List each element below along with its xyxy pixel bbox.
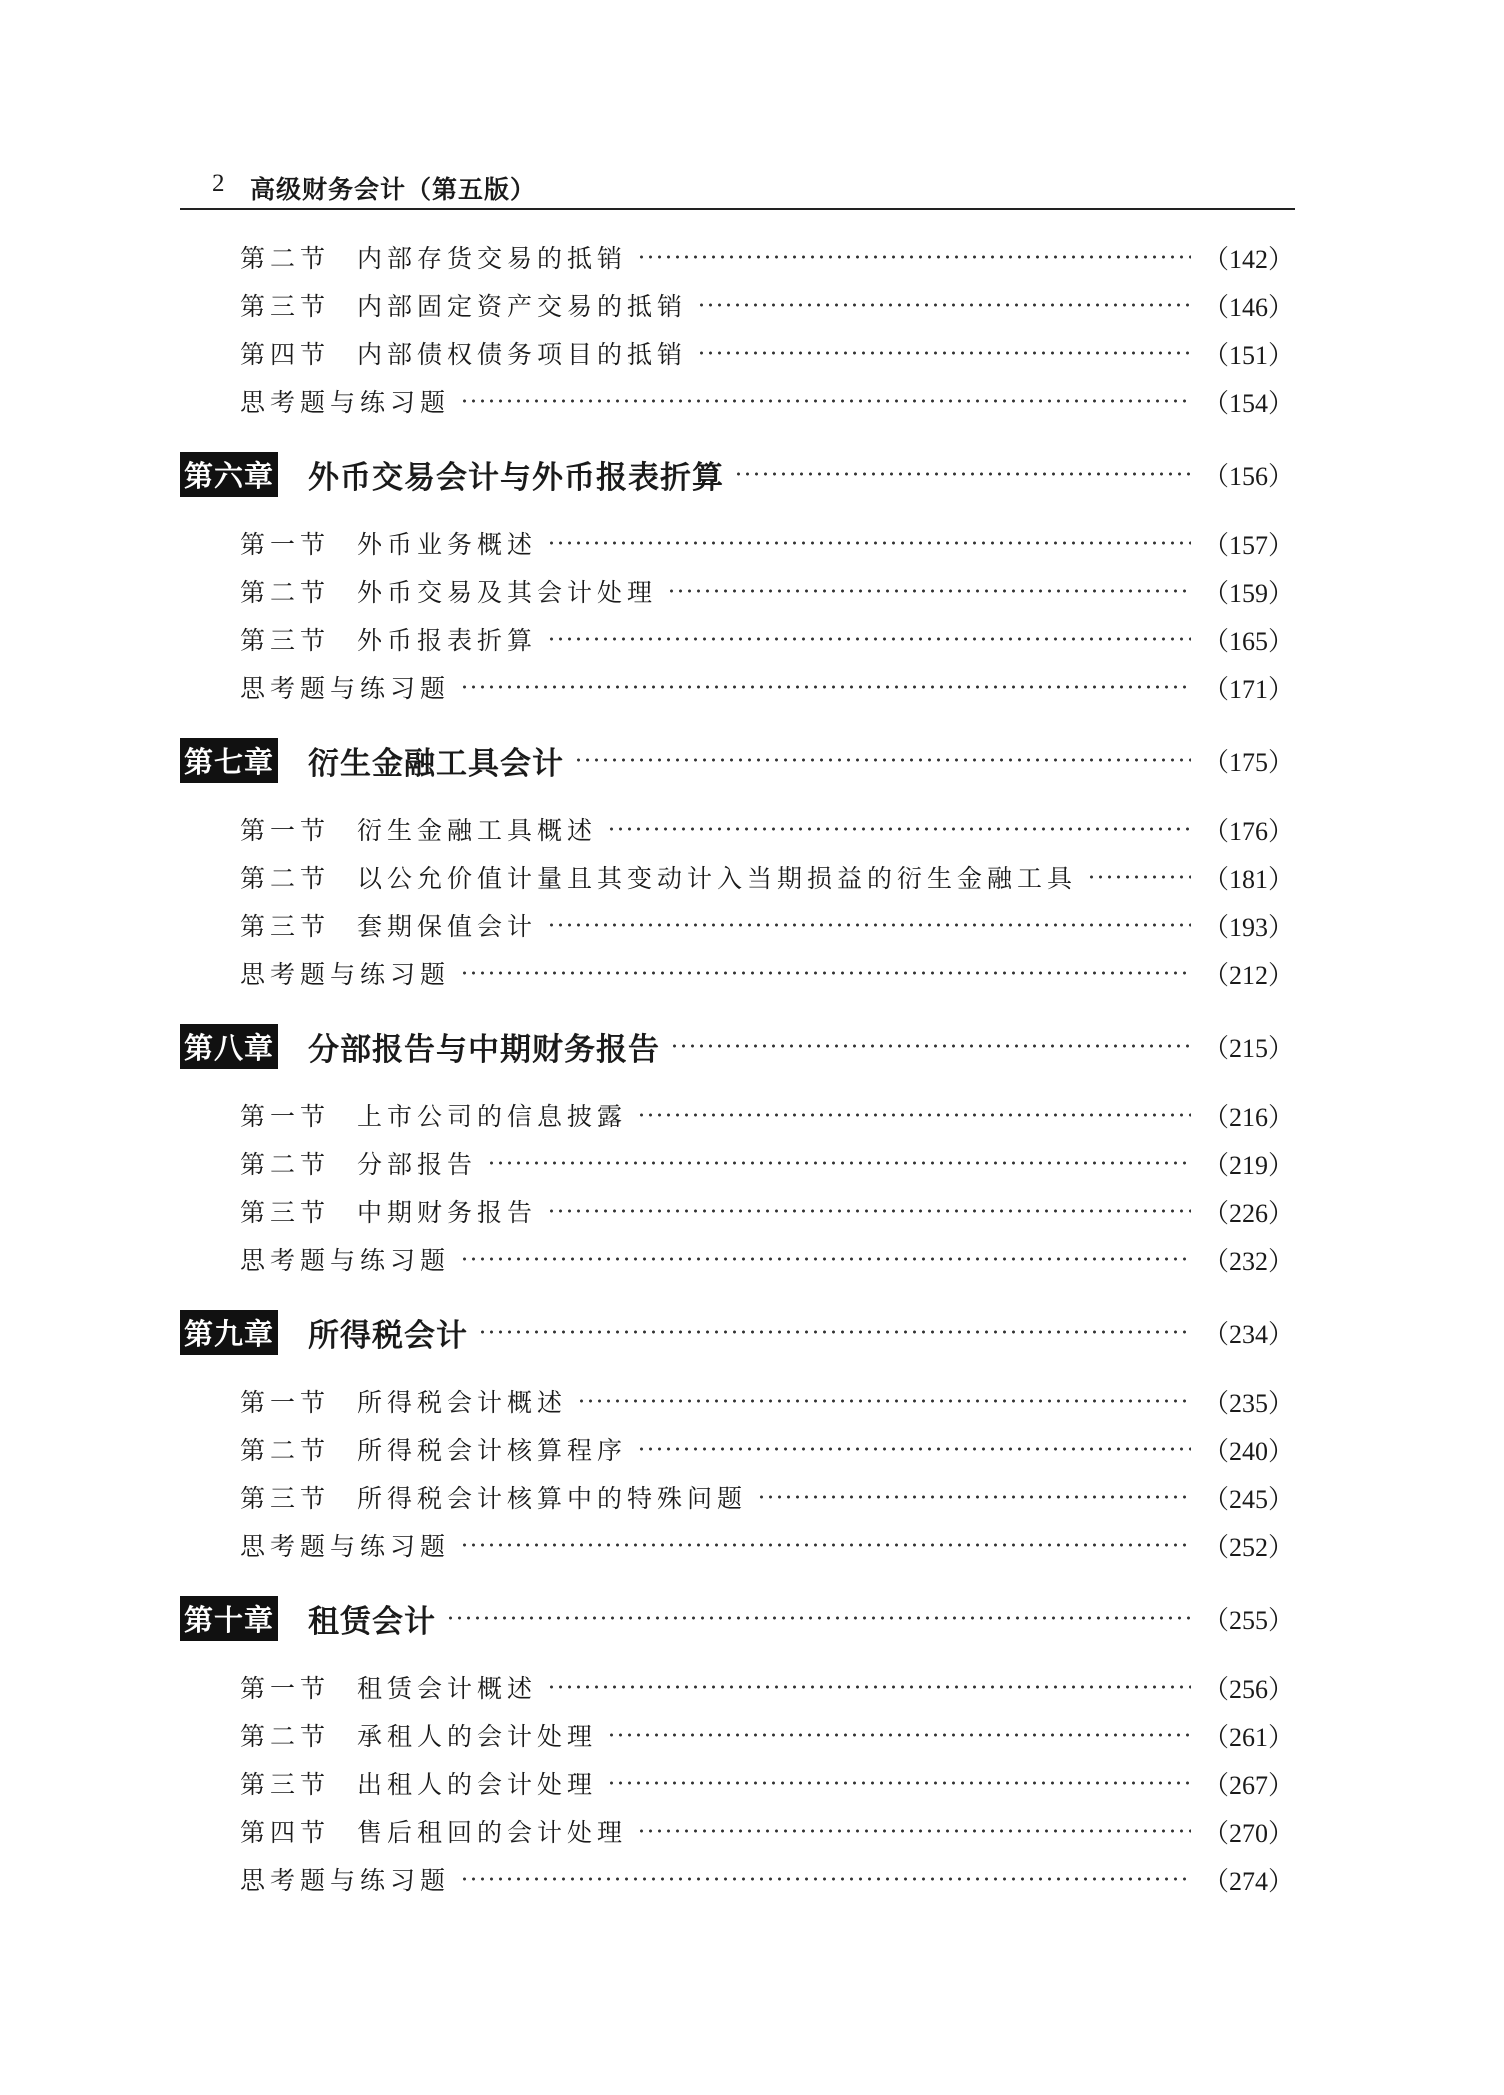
dot-leader bbox=[670, 1042, 1191, 1050]
section-title: 外币业务概述 bbox=[357, 530, 538, 559]
dot-leader bbox=[547, 1207, 1191, 1215]
dot-leader bbox=[637, 1111, 1191, 1119]
toc-section-entry[interactable] bbox=[240, 857, 1294, 897]
section-number: 第一节 bbox=[240, 1102, 331, 1131]
toc-exercise-entry[interactable] bbox=[240, 1859, 1294, 1899]
section-number: 第一节 bbox=[240, 816, 331, 845]
dot-leader bbox=[547, 635, 1191, 643]
page-ref: （171） bbox=[1202, 674, 1294, 704]
toc-section-entry[interactable] bbox=[240, 1095, 1294, 1135]
section-number: 第三节 bbox=[240, 626, 331, 655]
chapter-title: 所得税会计 bbox=[308, 1317, 469, 1354]
section-title: 所得税会计核算程序 bbox=[357, 1436, 628, 1465]
section-number: 第四节 bbox=[240, 340, 331, 369]
chapter-title: 衍生金融工具会计 bbox=[308, 745, 565, 782]
section-title: 承租人的会计处理 bbox=[357, 1722, 598, 1751]
toc-section-entry[interactable] bbox=[240, 571, 1294, 611]
page-ref: （216） bbox=[1202, 1102, 1294, 1132]
page-ref: （267） bbox=[1202, 1770, 1294, 1800]
section-number: 第三节 bbox=[240, 1770, 331, 1799]
chapter-badge: 第八章 bbox=[180, 1024, 278, 1069]
toc-section-entry[interactable] bbox=[240, 1763, 1294, 1803]
exercise-title: 思考题与练习题 bbox=[240, 960, 451, 989]
page-ref: （245） bbox=[1202, 1484, 1294, 1514]
toc-chapter-entry[interactable] bbox=[180, 1023, 1294, 1069]
toc-chapter-entry[interactable] bbox=[180, 737, 1294, 783]
page-ref: （156） bbox=[1202, 461, 1294, 491]
toc-section-entry[interactable] bbox=[240, 619, 1294, 659]
dot-leader bbox=[460, 969, 1191, 977]
page-ref: （232） bbox=[1202, 1246, 1294, 1276]
page-ref: （234） bbox=[1202, 1319, 1294, 1349]
page-ref: （255） bbox=[1202, 1605, 1294, 1635]
toc-section-entry[interactable] bbox=[240, 523, 1294, 563]
section-number: 第三节 bbox=[240, 1484, 331, 1513]
toc-section-entry[interactable] bbox=[240, 1191, 1294, 1231]
page-ref: （159） bbox=[1202, 578, 1294, 608]
page-ref: （142） bbox=[1202, 244, 1294, 274]
page-ref: （157） bbox=[1202, 530, 1294, 560]
exercise-title: 思考题与练习题 bbox=[240, 1532, 451, 1561]
section-number: 第二节 bbox=[240, 1436, 331, 1465]
dot-leader bbox=[697, 301, 1191, 309]
page-ref: （176） bbox=[1202, 816, 1294, 846]
dot-leader bbox=[1087, 873, 1191, 881]
page-ref: （270） bbox=[1202, 1818, 1294, 1848]
exercise-title: 思考题与练习题 bbox=[240, 674, 451, 703]
page-ref: （235） bbox=[1202, 1388, 1294, 1418]
page-ref: （219） bbox=[1202, 1150, 1294, 1180]
section-title: 上市公司的信息披露 bbox=[357, 1102, 628, 1131]
section-title: 租赁会计概述 bbox=[357, 1674, 538, 1703]
toc-section-entry[interactable] bbox=[240, 1811, 1294, 1851]
dot-leader bbox=[446, 1614, 1191, 1622]
page-ref: （261） bbox=[1202, 1722, 1294, 1752]
dot-leader bbox=[460, 683, 1191, 691]
page-ref: （252） bbox=[1202, 1532, 1294, 1562]
toc-section-entry[interactable] bbox=[240, 333, 1294, 373]
dot-leader bbox=[637, 1827, 1191, 1835]
section-title: 出租人的会计处理 bbox=[357, 1770, 598, 1799]
chapter-title: 外币交易会计与外币报表折算 bbox=[308, 459, 725, 496]
dot-leader bbox=[637, 1445, 1191, 1453]
section-number: 第一节 bbox=[240, 530, 331, 559]
toc-exercise-entry[interactable] bbox=[240, 953, 1294, 993]
toc-chapter-entry[interactable] bbox=[180, 1595, 1294, 1641]
toc-exercise-entry[interactable] bbox=[240, 1525, 1294, 1565]
exercise-title: 思考题与练习题 bbox=[240, 1866, 451, 1895]
section-number: 第三节 bbox=[240, 292, 331, 321]
book-title: 高级财务会计（第五版） bbox=[250, 175, 537, 204]
section-title: 内部债权债务项目的抵销 bbox=[357, 340, 688, 369]
section-number: 第二节 bbox=[240, 578, 331, 607]
section-number: 第二节 bbox=[240, 1150, 331, 1179]
dot-leader bbox=[697, 349, 1191, 357]
section-title: 所得税会计核算中的特殊问题 bbox=[357, 1484, 748, 1513]
page-ref: （181） bbox=[1202, 864, 1294, 894]
toc-exercise-entry[interactable] bbox=[240, 667, 1294, 707]
toc-section-entry[interactable] bbox=[240, 237, 1294, 277]
chapter-title: 分部报告与中期财务报告 bbox=[308, 1031, 661, 1068]
section-title: 套期保值会计 bbox=[357, 912, 538, 941]
dot-leader bbox=[577, 1397, 1191, 1405]
toc-section-entry[interactable] bbox=[240, 1477, 1294, 1517]
dot-leader bbox=[460, 1255, 1191, 1263]
section-title: 售后租回的会计处理 bbox=[357, 1818, 628, 1847]
page-ref: （193） bbox=[1202, 912, 1294, 942]
toc-section-entry[interactable] bbox=[240, 809, 1294, 849]
page-ref: （165） bbox=[1202, 626, 1294, 656]
dot-leader bbox=[460, 1541, 1191, 1549]
page-ref: （226） bbox=[1202, 1198, 1294, 1228]
toc-section-entry[interactable] bbox=[240, 1429, 1294, 1469]
page-ref: （175） bbox=[1202, 747, 1294, 777]
dot-leader bbox=[637, 253, 1191, 261]
section-number: 第一节 bbox=[240, 1674, 331, 1703]
section-number: 第三节 bbox=[240, 1198, 331, 1227]
toc-section-entry[interactable] bbox=[240, 1715, 1294, 1755]
chapter-badge: 第九章 bbox=[180, 1310, 278, 1355]
section-title: 衍生金融工具概述 bbox=[357, 816, 598, 845]
exercise-title: 思考题与练习题 bbox=[240, 1246, 451, 1275]
page-ref: （151） bbox=[1202, 340, 1294, 370]
page-ref: （154） bbox=[1202, 388, 1294, 418]
dot-leader bbox=[734, 470, 1191, 478]
section-title: 内部固定资产交易的抵销 bbox=[357, 292, 688, 321]
toc-section-entry[interactable] bbox=[240, 905, 1294, 945]
toc-exercise-entry[interactable] bbox=[240, 1239, 1294, 1279]
section-title: 分部报告 bbox=[357, 1150, 478, 1179]
section-number: 第二节 bbox=[240, 1722, 331, 1751]
section-number: 第四节 bbox=[240, 1818, 331, 1847]
toc-section-entry[interactable] bbox=[240, 1381, 1294, 1421]
page-ref: （215） bbox=[1202, 1033, 1294, 1063]
page-ref: （240） bbox=[1202, 1436, 1294, 1466]
dot-leader bbox=[487, 1159, 1191, 1167]
exercise-title: 思考题与练习题 bbox=[240, 388, 451, 417]
section-number: 第二节 bbox=[240, 244, 331, 273]
dot-leader bbox=[757, 1493, 1191, 1501]
section-number: 第一节 bbox=[240, 1388, 331, 1417]
page-ref: （212） bbox=[1202, 960, 1294, 990]
chapter-badge: 第六章 bbox=[180, 452, 278, 497]
chapter-badge: 第七章 bbox=[180, 738, 278, 783]
dot-leader bbox=[667, 587, 1191, 595]
section-title: 外币报表折算 bbox=[357, 626, 538, 655]
toc-section-entry[interactable] bbox=[240, 1667, 1294, 1707]
dot-leader bbox=[607, 1731, 1191, 1739]
section-title: 内部存货交易的抵销 bbox=[357, 244, 628, 273]
toc-section-entry[interactable] bbox=[240, 285, 1294, 325]
dot-leader bbox=[547, 1683, 1191, 1691]
page-ref: （274） bbox=[1202, 1866, 1294, 1896]
dot-leader bbox=[460, 1875, 1191, 1883]
page-number: 2 bbox=[212, 170, 225, 197]
toc-section-entry[interactable] bbox=[240, 1143, 1294, 1183]
section-number: 第三节 bbox=[240, 912, 331, 941]
dot-leader bbox=[607, 1779, 1191, 1787]
page-ref: （256） bbox=[1202, 1674, 1294, 1704]
section-title: 外币交易及其会计处理 bbox=[357, 578, 658, 607]
dot-leader bbox=[547, 539, 1191, 547]
dot-leader bbox=[607, 825, 1191, 833]
section-title: 中期财务报告 bbox=[357, 1198, 538, 1227]
toc-chapter-entry[interactable] bbox=[180, 1309, 1294, 1355]
dot-leader bbox=[547, 921, 1191, 929]
toc-exercise-entry[interactable] bbox=[240, 381, 1294, 421]
section-number: 第二节 bbox=[240, 864, 331, 893]
page-ref: （146） bbox=[1202, 292, 1294, 322]
dot-leader bbox=[460, 397, 1191, 405]
section-title: 以公允价值计量且其变动计入当期损益的衍生金融工具 bbox=[357, 864, 1078, 893]
chapter-badge: 第十章 bbox=[180, 1596, 278, 1641]
section-title: 所得税会计概述 bbox=[357, 1388, 568, 1417]
toc-chapter-entry[interactable] bbox=[180, 451, 1294, 497]
dot-leader bbox=[574, 756, 1191, 764]
chapter-title: 租赁会计 bbox=[308, 1603, 437, 1640]
dot-leader bbox=[478, 1328, 1191, 1336]
